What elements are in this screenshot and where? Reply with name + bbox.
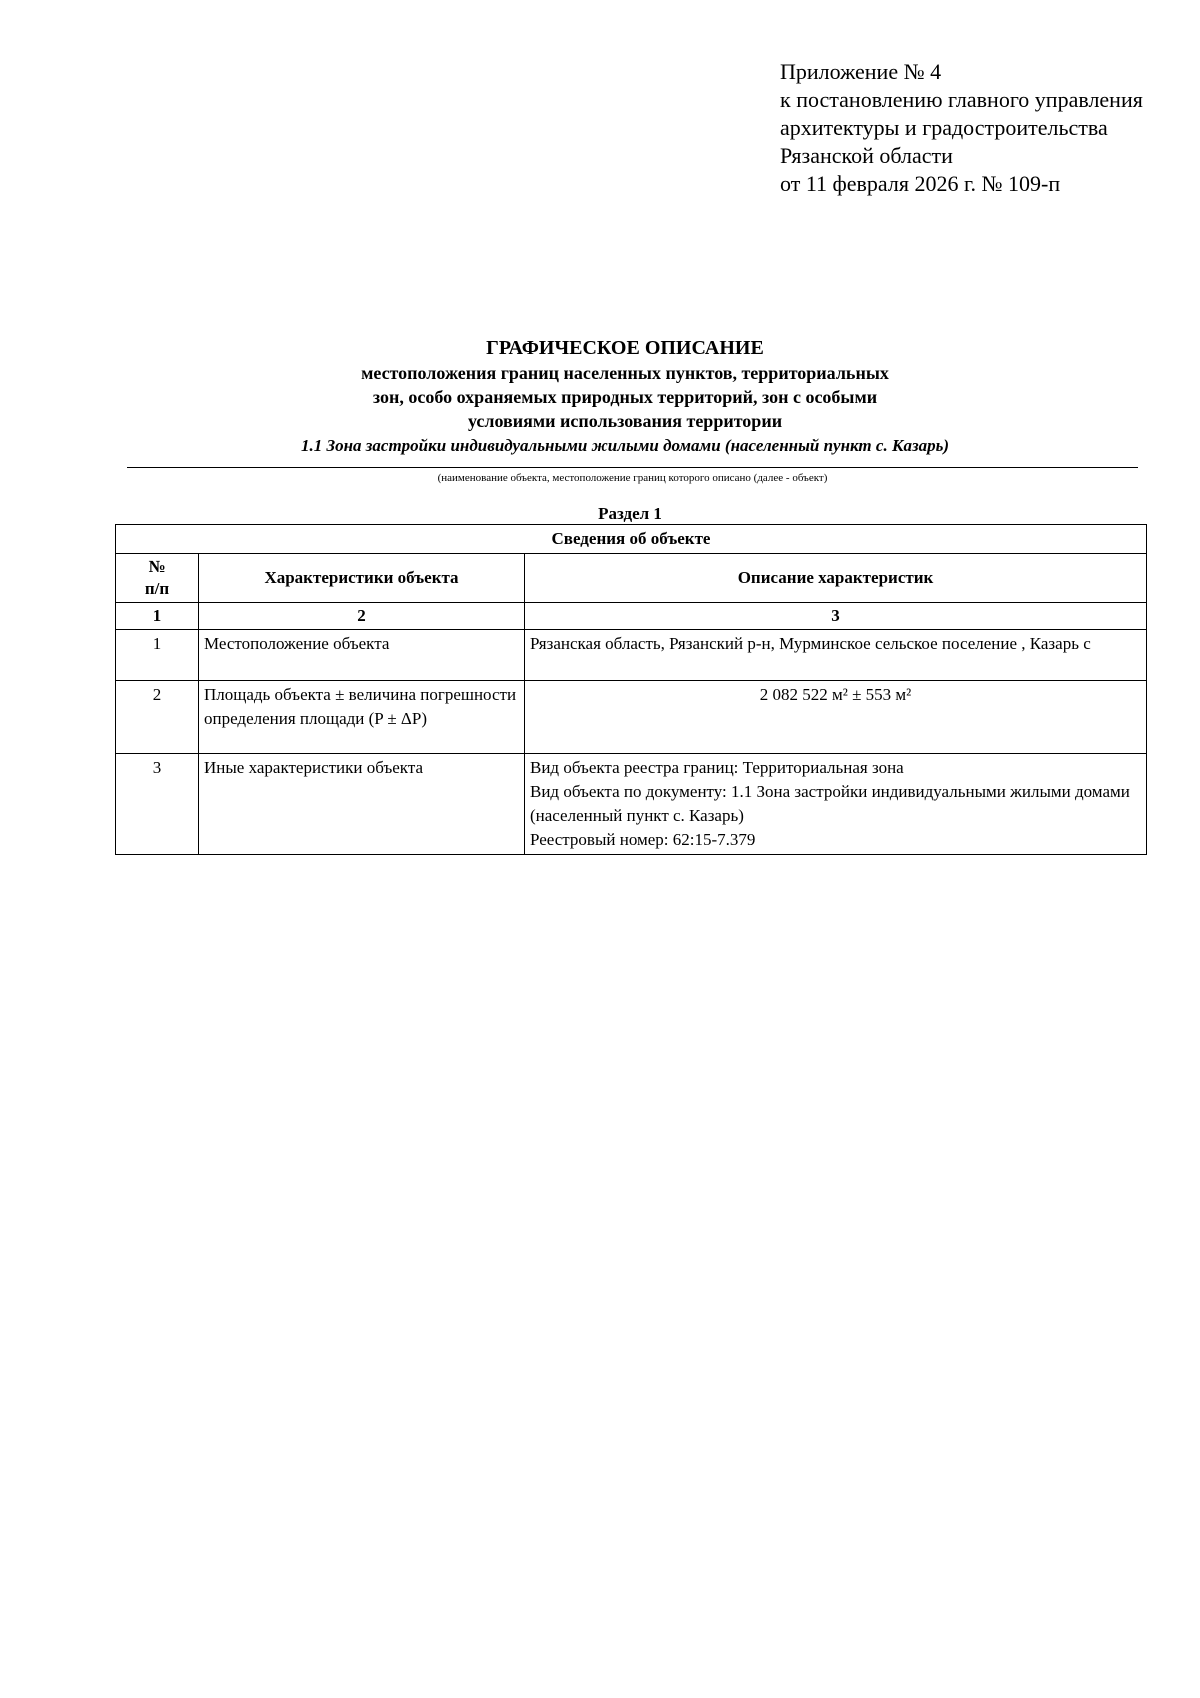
column-header-num-line: № — [148, 557, 166, 576]
object-info-table — [115, 524, 1147, 855]
description-line: Вид объекта реестра границ: Территориальная зона — [530, 758, 904, 777]
appendix-line: архитектуры и градостроительства — [780, 115, 1108, 140]
object-name-underline — [127, 467, 1138, 468]
column-header-num — [116, 554, 199, 603]
row-characteristic: Площадь объекта ± величина погрешности определения площади (P ± ΔP) — [199, 681, 525, 754]
row-description: Рязанская область, Рязанский р-н, Мурминское сельское поселение , Казарь с — [525, 630, 1147, 681]
table-row — [116, 681, 1147, 754]
document-subtitle-line: местоположения границ населенных пунктов, территориальных — [361, 363, 889, 383]
description-line: Реестровый номер: 62:15-7.379 — [530, 830, 756, 849]
row-characteristic: Иные характеристики объекта — [199, 754, 525, 855]
column-number-row — [116, 603, 1147, 630]
object-name-note: (наименование объекта, местоположение границ которого описано (далее - объект) — [437, 472, 828, 484]
table-header-row — [116, 554, 1147, 603]
appendix-block — [780, 58, 1143, 198]
row-characteristic: Местоположение объекта — [199, 630, 525, 681]
column-header-num-line: п/п — [144, 579, 170, 598]
appendix-line: к постановлению главного управления — [780, 87, 1143, 112]
row-number: 2 — [116, 681, 199, 754]
appendix-line: Рязанской области — [780, 143, 953, 168]
description-line: Вид объекта по документу: 1.1 Зона застройки индивидуальными жилыми домами (населенный пункт с. Казарь) — [530, 782, 1130, 825]
appendix-line: от 11 февраля 2026 г. № 109-п — [780, 171, 1061, 196]
document-title: ГРАФИЧЕСКОЕ ОПИСАНИЕ — [486, 337, 764, 359]
document-subtitle-line: зон, особо охраняемых природных территорий, зон с особыми — [372, 387, 878, 407]
column-header-characteristics: Характеристики объекта — [199, 554, 525, 603]
table-row — [116, 754, 1147, 855]
column-number: 3 — [525, 603, 1147, 630]
column-header-description: Описание характеристик — [525, 554, 1147, 603]
object-name: 1.1 Зона застройки индивидуальными жилыми домами (населенный пункт с. Казарь) — [300, 436, 950, 455]
title-block — [115, 335, 1135, 457]
column-number: 2 — [199, 603, 525, 630]
table-row — [116, 630, 1147, 681]
row-number: 1 — [116, 630, 199, 681]
row-description: 2 082 522 м² ± 553 м² — [525, 681, 1147, 754]
document-subtitle-line: условиями использования территории — [467, 411, 783, 431]
row-number: 3 — [116, 754, 199, 855]
column-number: 1 — [116, 603, 199, 630]
table-caption: Сведения об объекте — [116, 525, 1147, 554]
row-description — [525, 754, 1147, 855]
section-title: Раздел 1 — [598, 504, 662, 523]
table-caption-row — [116, 525, 1147, 554]
appendix-line: Приложение № 4 — [780, 59, 942, 84]
